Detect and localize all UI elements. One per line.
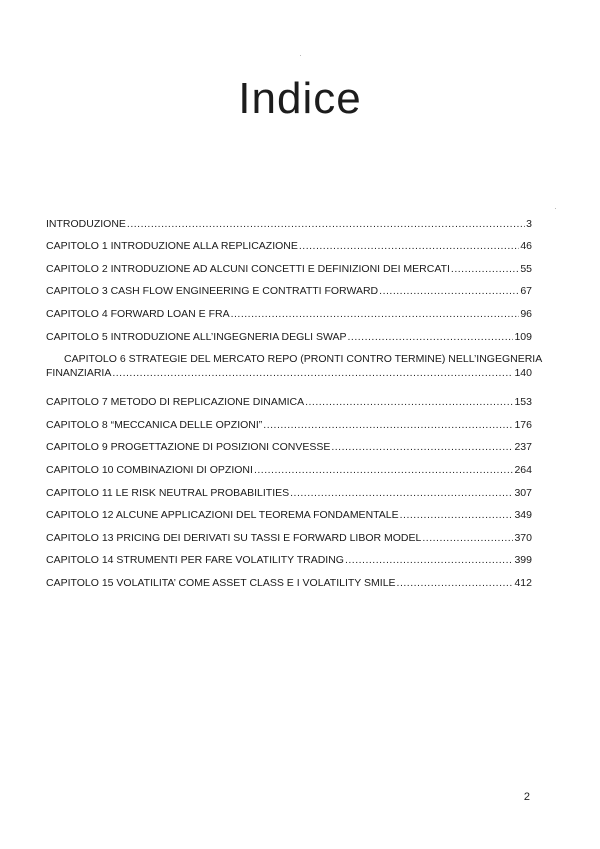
toc-entry-page: 349 (514, 509, 532, 522)
toc-entry-capitolo-8[interactable] (46, 408, 532, 431)
toc-entry-label: CAPITOLO 3 CASH FLOW ENGINEERING E CONTRATTI FORWARD (46, 285, 379, 298)
toc-entry-label: CAPITOLO 5 INTRODUZIONE ALL’INGEGNERIA DEGLI SWAP (46, 330, 347, 343)
toc-entry-label: CAPITOLO 10 COMBINAZIONI DI OPZIONI (46, 463, 253, 476)
toc-entry-capitolo-2[interactable] (46, 252, 532, 275)
toc-leader-dots (112, 366, 513, 380)
toc-entry-capitolo-15[interactable] (46, 566, 532, 589)
toc-entry-capitolo-4[interactable] (46, 297, 532, 320)
toc-entry-page: 55 (520, 262, 532, 275)
toc-leader-dots (231, 308, 520, 320)
toc-entry-label: CAPITOLO 7 METODO DI REPLICAZIONE DINAMICA (46, 396, 305, 409)
toc-entry-label: CAPITOLO 6 STRATEGIE DEL MERCATO REPO (PRONTI CONTRO TERMINE) NELL’INGEGNERIA (64, 352, 543, 365)
toc-entry-page: 109 (514, 330, 532, 343)
toc-leader-dots (348, 331, 514, 343)
toc-entry-page: 46 (520, 240, 532, 253)
page-title: Indice (238, 74, 362, 123)
toc-entry-capitolo-9[interactable] (46, 431, 532, 454)
toc-entry-label-continued: FINANZIARIA (46, 366, 112, 379)
toc-leader-dots (127, 218, 525, 230)
toc-entry-introduzione[interactable] (46, 207, 532, 230)
toc-entry-label: CAPITOLO 9 PROGETTAZIONE DI POSIZIONI CONVESSE (46, 441, 331, 454)
toc-entry-capitolo-10[interactable] (46, 453, 532, 476)
toc-entry-page: 370 (514, 531, 532, 544)
toc-leader-dots (290, 487, 513, 499)
toc-entry-page: 153 (514, 396, 532, 409)
toc-leader-dots (422, 532, 513, 544)
toc-leader-dots (451, 263, 519, 275)
toc-entry-continuation (46, 366, 532, 380)
toc-entry-page: 140 (514, 366, 532, 379)
toc-entry-capitolo-12[interactable] (46, 499, 532, 522)
toc-entry-page: 3 (526, 217, 532, 230)
toc-entry-page: 176 (514, 418, 532, 431)
toc-entry-capitolo-1[interactable] (46, 230, 532, 253)
scan-speck (555, 208, 556, 209)
toc-leader-dots (263, 419, 513, 431)
toc-leader-dots (331, 441, 513, 453)
toc-entry-label: CAPITOLO 14 STRUMENTI PER FARE VOLATILITY TRADING (46, 554, 344, 567)
toc-entry-label: CAPITOLO 4 FORWARD LOAN E FRA (46, 307, 230, 320)
toc-entry-page: 237 (514, 441, 532, 454)
toc-entry-page: 67 (520, 285, 532, 298)
toc-leader-dots (345, 554, 514, 566)
toc-entry-label: CAPITOLO 13 PRICING DEI DERIVATI SU TASSI E FORWARD LIBOR MODEL (46, 531, 422, 544)
table-of-contents (46, 207, 543, 589)
toc-entry-capitolo-13[interactable] (46, 521, 532, 544)
toc-entry-page: 307 (514, 486, 532, 499)
toc-entry-capitolo-6[interactable] (46, 343, 543, 386)
toc-leader-dots (254, 464, 514, 476)
toc-entry-capitolo-5[interactable] (46, 320, 532, 343)
toc-entry-capitolo-14[interactable] (46, 544, 532, 567)
toc-leader-dots (299, 240, 519, 252)
toc-entry-capitolo-7[interactable] (46, 386, 532, 409)
toc-entry-label: CAPITOLO 15 VOLATILITA’ COME ASSET CLASS E I VOLATILITY SMILE (46, 576, 396, 589)
toc-leader-dots (400, 509, 514, 521)
toc-entry-page: 412 (514, 576, 532, 589)
toc-entry-label: INTRODUZIONE (46, 217, 126, 230)
toc-entry-capitolo-3[interactable] (46, 275, 532, 298)
toc-entry-label: CAPITOLO 1 INTRODUZIONE ALLA REPLICAZIONE (46, 240, 298, 253)
scan-speck (300, 55, 301, 56)
toc-entry-label: CAPITOLO 2 INTRODUZIONE AD ALCUNI CONCETTI E DEFINIZIONI DEI MERCATI (46, 262, 450, 275)
toc-leader-dots (397, 577, 514, 589)
toc-entry-label: CAPITOLO 8 “MECCANICA DELLE OPZIONI” (46, 418, 263, 431)
toc-entry-page: 264 (514, 463, 532, 476)
toc-entry-page: 96 (520, 307, 532, 320)
toc-entry-capitolo-11[interactable] (46, 476, 532, 499)
toc-entry-page: 399 (514, 554, 532, 567)
toc-leader-dots (305, 396, 513, 408)
toc-entry-label: CAPITOLO 12 ALCUNE APPLICAZIONI DEL TEOREMA FONDAMENTALE (46, 509, 399, 522)
toc-leader-dots (379, 285, 519, 297)
toc-entry-label: CAPITOLO 11 LE RISK NEUTRAL PROBABILITIES (46, 486, 290, 499)
page-number: 2 (523, 791, 530, 803)
